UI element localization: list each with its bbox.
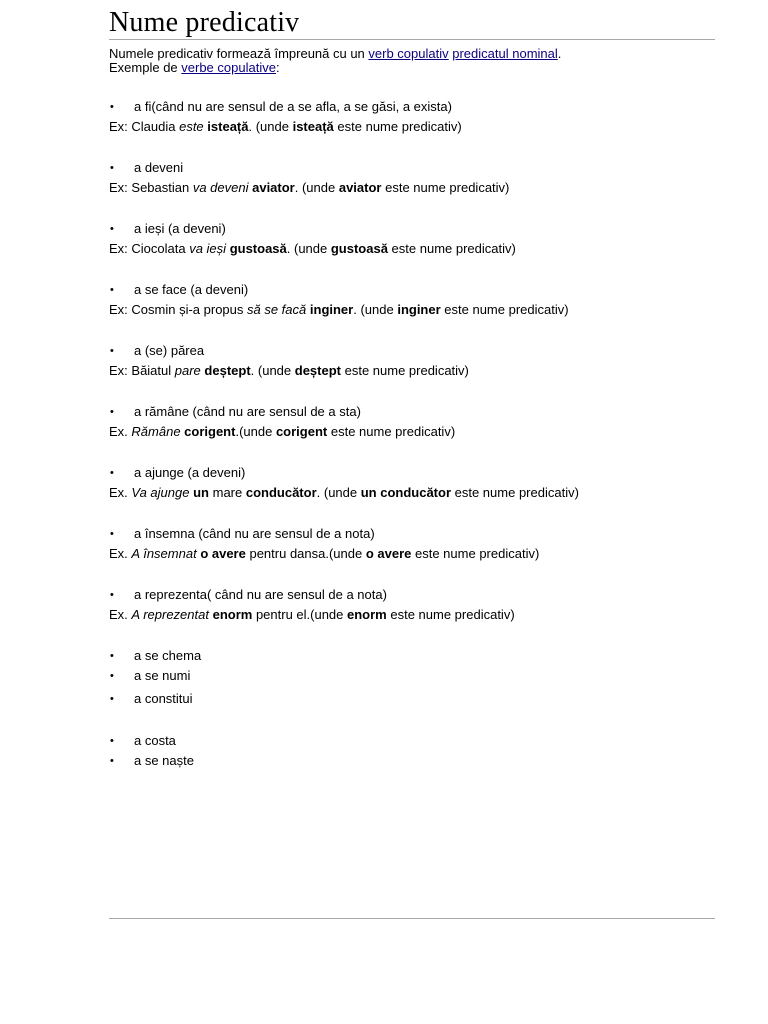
bullet-icon: • bbox=[110, 589, 114, 601]
list-item bbox=[109, 524, 715, 544]
example-text: . (unde bbox=[294, 180, 339, 195]
verb-label: a însemna (când nu are sensul de a nota) bbox=[134, 526, 375, 541]
bullet-icon: • bbox=[110, 528, 114, 540]
example-text: este nume predicativ) bbox=[440, 302, 569, 317]
verb-label: a se naște bbox=[134, 753, 194, 768]
bullet-icon: • bbox=[110, 223, 114, 235]
predicative-term: corigent bbox=[184, 424, 236, 439]
verb-example-block bbox=[109, 97, 715, 137]
bullet-icon: • bbox=[110, 670, 114, 682]
example-text: este nume predicativ) bbox=[411, 546, 540, 561]
intro-line-1 bbox=[109, 47, 715, 61]
example-sentence bbox=[109, 605, 715, 625]
footer-divider bbox=[109, 918, 715, 919]
verb-label: a rămâne (când nu are sensul de a sta) bbox=[134, 404, 361, 419]
example-sentence bbox=[109, 544, 715, 564]
predicative-term: aviator bbox=[338, 180, 382, 195]
verb-example-block bbox=[109, 341, 715, 381]
intro-text: Exemple de bbox=[109, 60, 182, 75]
example-sentence bbox=[109, 361, 715, 381]
bullet-icon: • bbox=[110, 284, 114, 296]
verb-label: a se numi bbox=[134, 668, 191, 683]
verb-form: pare bbox=[174, 363, 201, 378]
predicative-term: inginer bbox=[397, 302, 441, 317]
verb-example-block bbox=[109, 463, 715, 503]
predicative-term: o avere bbox=[200, 546, 246, 561]
verb-list bbox=[109, 731, 715, 774]
list-item bbox=[109, 402, 715, 422]
intro-text: : bbox=[275, 60, 280, 75]
example-text: pentru dansa.(unde bbox=[245, 546, 366, 561]
example-text: Ex: Sebastian bbox=[109, 180, 193, 195]
bullet-icon: • bbox=[110, 755, 114, 767]
list-item bbox=[109, 463, 715, 483]
example-text: este nume predicativ) bbox=[340, 363, 469, 378]
verb-label: a reprezenta( când nu are sensul de a nota) bbox=[134, 587, 387, 602]
verb-list bbox=[109, 646, 715, 712]
list-item bbox=[109, 689, 715, 712]
predicative-term: un conducător bbox=[360, 485, 452, 500]
example-sentence bbox=[109, 483, 715, 503]
example-text: Ex: Ciocolata bbox=[109, 241, 190, 256]
bullet-icon: • bbox=[110, 467, 114, 479]
example-text: mare bbox=[209, 485, 246, 500]
verb-example-block bbox=[109, 524, 715, 564]
bullet-icon: • bbox=[110, 406, 114, 418]
verb-form: Rămâne bbox=[131, 424, 181, 439]
predicative-term: gustoasă bbox=[229, 241, 287, 256]
example-text: Ex: Cosmin și-a propus bbox=[109, 302, 247, 317]
verb-example-block bbox=[109, 219, 715, 259]
bullet-icon: • bbox=[110, 345, 114, 357]
predicative-term: isteață bbox=[207, 119, 249, 134]
verb-example-block bbox=[109, 402, 715, 442]
intro-line-2 bbox=[109, 61, 715, 75]
example-text: Ex. bbox=[109, 546, 132, 561]
example-text: este nume predicativ) bbox=[451, 485, 579, 500]
example-text: . (unde bbox=[353, 302, 398, 317]
verb-label: a constitui bbox=[134, 691, 193, 706]
list-item bbox=[109, 666, 715, 689]
intro-paragraph bbox=[109, 47, 715, 75]
verb-label: a costa bbox=[134, 733, 176, 748]
predicative-term: enorm bbox=[347, 607, 387, 622]
verb-label: a deveni bbox=[134, 160, 184, 175]
verb-form: va deveni bbox=[192, 180, 249, 195]
list-item bbox=[109, 751, 715, 774]
predicative-term: deștept bbox=[294, 363, 341, 378]
verb-label: a se face (a deveni) bbox=[134, 282, 249, 297]
example-text: . (unde bbox=[250, 363, 295, 378]
predicative-term: deștept bbox=[204, 363, 251, 378]
verb-form: este bbox=[179, 119, 204, 134]
list-item bbox=[109, 585, 715, 605]
list-item bbox=[109, 646, 715, 666]
example-sentence bbox=[109, 117, 715, 137]
predicative-term: un bbox=[193, 485, 209, 500]
example-text: pentru el.(unde bbox=[252, 607, 348, 622]
verb-label: a se chema bbox=[134, 648, 202, 663]
verb-form: să se facă bbox=[247, 302, 307, 317]
bullet-icon: • bbox=[110, 162, 114, 174]
example-text: este nume predicativ) bbox=[387, 241, 516, 256]
example-sentence bbox=[109, 239, 715, 259]
list-item bbox=[109, 158, 715, 178]
verb-example-block bbox=[109, 280, 715, 320]
verb-example-block bbox=[109, 158, 715, 198]
example-sentence bbox=[109, 300, 715, 320]
example-text: . (unde bbox=[286, 241, 331, 256]
intro-text: . bbox=[557, 46, 562, 61]
list-item bbox=[109, 341, 715, 361]
verb-example-block bbox=[109, 585, 715, 625]
example-text: Ex. bbox=[109, 424, 132, 439]
predicative-term: inginer bbox=[309, 302, 354, 317]
list-item bbox=[109, 219, 715, 239]
verb-label: a ajunge (a deveni) bbox=[134, 465, 246, 480]
link-verb-copulativ[interactable]: verb copulativ bbox=[368, 46, 449, 61]
verb-label: a (se) părea bbox=[134, 343, 205, 358]
predicative-term: gustoasă bbox=[330, 241, 388, 256]
example-text: Ex. bbox=[109, 607, 132, 622]
bullet-icon: • bbox=[110, 650, 114, 662]
link-verbe-copulative[interactable]: verbe copulative bbox=[181, 60, 276, 75]
page-title: Nume predicativ bbox=[109, 7, 300, 38]
example-sentence bbox=[109, 178, 715, 198]
verb-label: a fi(când nu are sensul de a se afla, a se găsi, a exista) bbox=[134, 99, 452, 114]
list-item bbox=[109, 731, 715, 751]
example-text: este nume predicativ) bbox=[386, 607, 515, 622]
verb-form: va ieși bbox=[189, 241, 227, 256]
example-text: Ex: Claudia bbox=[109, 119, 180, 134]
predicative-term: conducător bbox=[245, 485, 317, 500]
predicative-term: enorm bbox=[212, 607, 253, 622]
example-text: Ex. bbox=[109, 485, 132, 500]
example-text: Ex: Băiatul bbox=[109, 363, 175, 378]
predicative-term: isteață bbox=[292, 119, 334, 134]
verb-label: a ieși (a deveni) bbox=[134, 221, 226, 236]
bullet-icon: • bbox=[110, 735, 114, 747]
list-item bbox=[109, 97, 715, 117]
verb-form: Va ajunge bbox=[131, 485, 190, 500]
verb-form: A însemnat bbox=[131, 546, 197, 561]
bullet-icon: • bbox=[110, 693, 114, 705]
title-divider bbox=[109, 39, 715, 40]
link-predicatul-nominal[interactable]: predicatul nominal bbox=[452, 46, 558, 61]
example-text: este nume predicativ) bbox=[333, 119, 462, 134]
example-text: este nume predicativ) bbox=[381, 180, 510, 195]
verb-form: A reprezentat bbox=[131, 607, 209, 622]
bullet-icon: • bbox=[110, 101, 114, 113]
example-sentence bbox=[109, 422, 715, 442]
example-text: . (unde bbox=[316, 485, 361, 500]
example-text: .(unde bbox=[235, 424, 276, 439]
intro-text: Numele predicativ formează împreună cu un bbox=[109, 46, 369, 61]
example-text: este nume predicativ) bbox=[327, 424, 456, 439]
list-item bbox=[109, 280, 715, 300]
example-text: . (unde bbox=[248, 119, 293, 134]
predicative-term: corigent bbox=[275, 424, 328, 439]
predicative-term: aviator bbox=[252, 180, 295, 195]
document-page bbox=[109, 0, 715, 75]
predicative-term: o avere bbox=[365, 546, 412, 561]
